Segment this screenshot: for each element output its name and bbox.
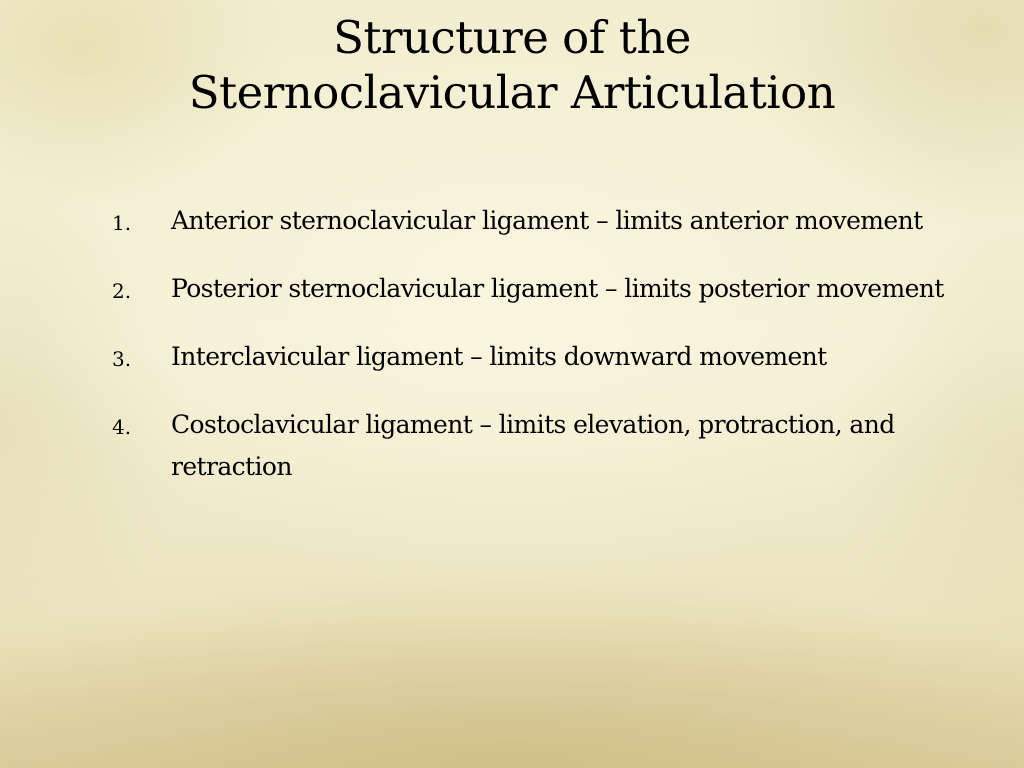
- list-item-text: Posterior sternoclavicular ligament – limits posterior movement: [171, 274, 944, 303]
- slide-title-line-2: Sternoclavicular Articulation: [188, 66, 836, 119]
- slide-title: [80, 10, 944, 120]
- list-item: [112, 336, 992, 378]
- list-item: [112, 268, 992, 310]
- list-item-number: 3.: [112, 347, 132, 371]
- list-item-number: 4.: [112, 415, 132, 439]
- ligament-list: [112, 200, 992, 514]
- list-item-text: Costoclavicular ligament – limits elevation, protraction, and retraction: [171, 410, 895, 481]
- list-item-text: Anterior sternoclavicular ligament – limits anterior movement: [171, 206, 923, 235]
- list-item: [112, 404, 992, 488]
- slide-title-line-1: Structure of the: [333, 11, 691, 64]
- list-item-number: 2.: [112, 279, 132, 303]
- list-item: [112, 200, 992, 242]
- list-item-text: Interclavicular ligament – limits downward movement: [171, 342, 827, 371]
- list-item-number: 1.: [112, 211, 132, 235]
